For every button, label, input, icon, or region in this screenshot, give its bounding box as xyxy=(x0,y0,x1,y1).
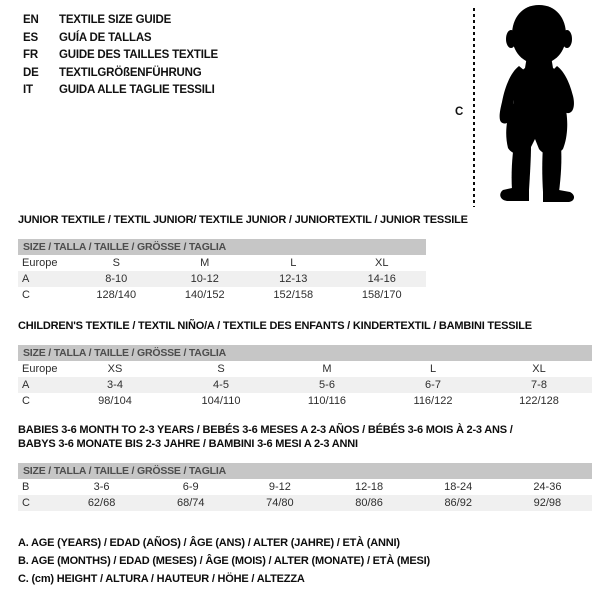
value-cell: M xyxy=(322,363,332,375)
value-cell: 104/110 xyxy=(201,395,241,407)
value-cell: L xyxy=(429,363,437,375)
legend xyxy=(18,534,430,588)
language-row xyxy=(23,12,218,30)
children-size-table xyxy=(18,345,592,409)
value-cell: 98/104 xyxy=(98,395,132,407)
size-bar-label: SIZE / TALLA / TAILLE / GRÖSSE / TAGLIA xyxy=(18,239,426,255)
legend-line-c: C. (cm) HEIGHT / ALTURA / HAUTEUR / HÖHE / ALTEZZA xyxy=(18,573,305,585)
value-cell: 80/86 xyxy=(324,495,413,511)
value-cell: XS xyxy=(107,363,123,375)
value-cell: 6-7 xyxy=(380,377,486,393)
value-cell: 3-6 xyxy=(93,481,110,493)
language-title: TEXTILGRÖßENFÜHRUNG xyxy=(59,66,202,79)
value-cell: 10-12 xyxy=(161,271,250,287)
value-cell: 24-36 xyxy=(533,481,562,493)
section-heading-babies-line1: BABIES 3-6 MONTH TO 2-3 YEARS / BEBÉS 3-6 MESES A 2-3 AÑOS / BÉBÉS 3-6 MOIS À 2-3 ANS / xyxy=(18,424,513,436)
value-cell: 8-10 xyxy=(72,271,161,287)
baby-silhouette-icon xyxy=(477,2,600,208)
language-title: GUIDA ALLE TAGLIE TESSILI xyxy=(59,84,215,97)
value-cell: 12-18 xyxy=(354,481,384,493)
height-label-c: C xyxy=(455,106,464,118)
row-label: A xyxy=(18,271,72,287)
value-cell: 9-12 xyxy=(268,481,291,493)
value-cell: 92/98 xyxy=(503,495,592,511)
size-bar-row xyxy=(18,463,592,479)
value-cell: 18-24 xyxy=(444,481,473,493)
language-row xyxy=(23,47,218,65)
language-list xyxy=(23,12,218,100)
value-cell: 62/68 xyxy=(57,495,146,511)
value-cell: 152/158 xyxy=(273,289,314,301)
row-label: C xyxy=(22,289,30,301)
value-cell: 68/74 xyxy=(146,495,235,511)
value-cell: 116/122 xyxy=(413,395,453,407)
language-row xyxy=(23,30,218,48)
table-row xyxy=(18,271,426,287)
language-title: GUIDE DES TAILLES TEXTILE xyxy=(59,49,218,62)
section-heading-junior: JUNIOR TEXTILE / TEXTIL JUNIOR/ TEXTILE JUNIOR / JUNIORTEXTIL / JUNIOR TESSILE xyxy=(18,214,468,226)
row-label: Europe xyxy=(22,363,58,375)
language-row xyxy=(23,82,218,100)
height-dashed-line xyxy=(473,8,475,207)
table-row xyxy=(18,393,592,409)
language-row xyxy=(23,65,218,83)
size-bar-label: SIZE / TALLA / TAILLE / GRÖSSE / TAGLIA xyxy=(18,463,592,479)
table-row xyxy=(18,479,592,495)
value-cell: 158/170 xyxy=(361,289,402,301)
section-heading-children: CHILDREN'S TEXTILE / TEXTIL NIÑO/A / TEXTILE DES ENFANTS / KINDERTEXTIL / BAMBINI TESSILE xyxy=(18,320,532,332)
value-cell: 5-6 xyxy=(274,377,380,393)
table-row xyxy=(18,255,426,271)
language-code: FR xyxy=(23,49,38,62)
value-cell: L xyxy=(290,257,297,269)
section-heading-babies-line2: BABYS 3-6 MONATE BIS 2-3 JAHRE / BAMBINI 3-6 MESI A 2-3 ANNI xyxy=(18,438,358,450)
value-cell: 140/152 xyxy=(184,289,225,301)
value-cell: 86/92 xyxy=(414,495,503,511)
language-code: DE xyxy=(23,66,39,79)
value-cell: 4-5 xyxy=(168,377,274,393)
section-children xyxy=(18,319,592,409)
junior-size-table xyxy=(18,239,426,303)
babies-size-table xyxy=(18,463,592,511)
language-code: EN xyxy=(23,14,39,26)
language-code: ES xyxy=(23,31,38,44)
value-cell: XL xyxy=(532,363,546,375)
language-title: GUÍA DE TALLAS xyxy=(59,31,152,44)
value-cell: 6-9 xyxy=(182,481,199,493)
value-cell: 7-8 xyxy=(486,377,592,393)
value-cell: 12-13 xyxy=(249,271,338,287)
size-bar-label: SIZE / TALLA / TAILLE / GRÖSSE / TAGLIA xyxy=(18,345,592,361)
legend-line-b: B. AGE (MONTHS) / EDAD (MESES) / ÂGE (MOIS) / ALTER (MONATE) / ETÀ (MESI) xyxy=(18,555,430,567)
value-cell: XL xyxy=(375,257,389,269)
language-title: TEXTILE SIZE GUIDE xyxy=(59,14,172,26)
legend-line-a: A. AGE (YEARS) / EDAD (AÑOS) / ÂGE (ANS) / ALTER (JAHRE) / ETÀ (ANNI) xyxy=(18,537,400,549)
size-bar-row xyxy=(18,239,426,255)
language-code: IT xyxy=(23,84,33,97)
row-label: C xyxy=(18,495,57,511)
section-babies xyxy=(18,423,592,511)
row-label: C xyxy=(22,395,30,407)
value-cell: 110/116 xyxy=(307,395,347,407)
section-junior xyxy=(18,213,468,303)
value-cell: 14-16 xyxy=(338,271,427,287)
row-label: A xyxy=(18,377,62,393)
row-label: B xyxy=(22,481,30,493)
value-cell: 74/80 xyxy=(235,495,324,511)
value-cell: 128/140 xyxy=(96,289,137,301)
value-cell: M xyxy=(200,257,210,269)
row-label: Europe xyxy=(22,257,58,269)
table-row xyxy=(18,377,592,393)
value-cell: 122/128 xyxy=(519,395,559,407)
value-cell: 3-4 xyxy=(62,377,168,393)
value-cell: S xyxy=(112,257,120,269)
value-cell: S xyxy=(217,363,225,375)
table-row xyxy=(18,287,426,303)
table-row xyxy=(18,361,592,377)
size-bar-row xyxy=(18,345,592,361)
table-row xyxy=(18,495,592,511)
